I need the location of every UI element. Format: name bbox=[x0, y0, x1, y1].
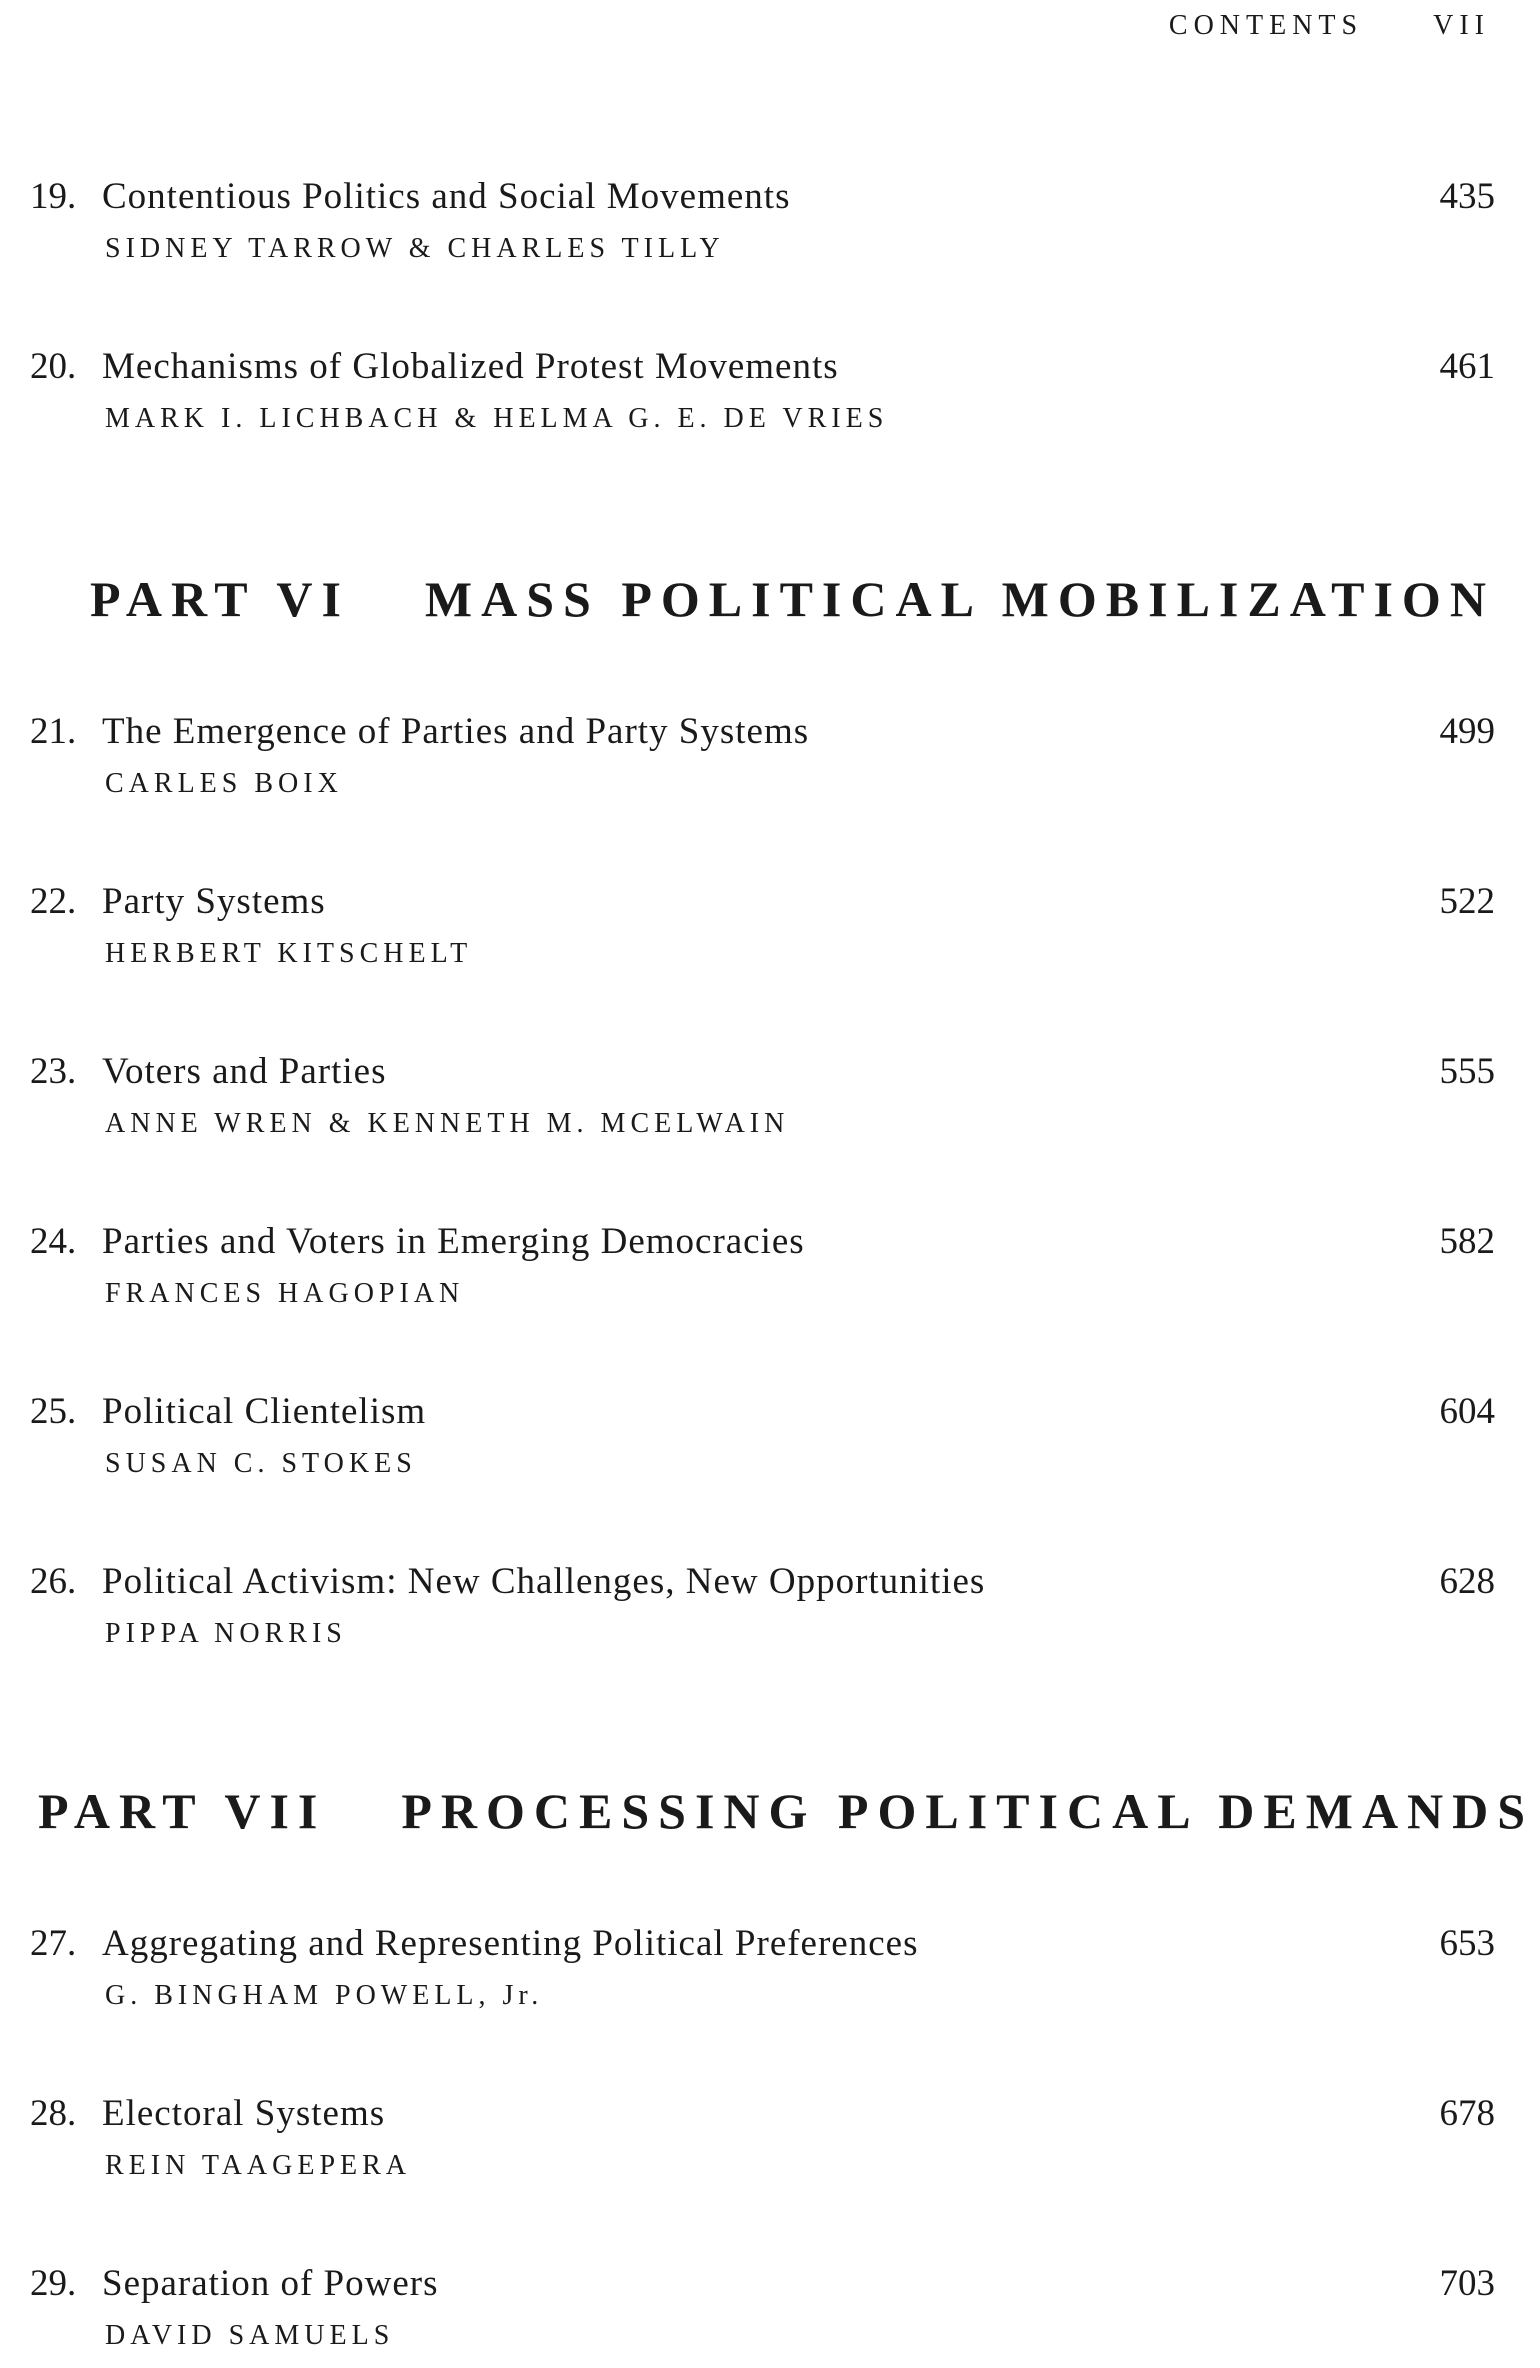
chapter-author: FRANCES HAGOPIAN bbox=[105, 1278, 465, 1309]
part-label: PART VI bbox=[90, 571, 350, 627]
running-head-page: VII bbox=[1433, 10, 1490, 41]
running-head bbox=[1169, 10, 1490, 42]
toc-entry[interactable] bbox=[30, 1050, 1495, 1139]
chapter-number: 19. bbox=[30, 176, 77, 217]
page-number: 678 bbox=[1439, 2093, 1495, 2134]
toc-entry[interactable] bbox=[30, 1390, 1495, 1479]
chapter-author: SUSAN C. STOKES bbox=[105, 1448, 417, 1479]
toc-entry[interactable] bbox=[30, 1560, 1495, 1649]
chapter-number: 29. bbox=[30, 2263, 77, 2304]
page-number: 461 bbox=[1439, 346, 1495, 387]
page-number: 604 bbox=[1439, 1391, 1495, 1432]
toc-entry[interactable] bbox=[30, 175, 1495, 264]
chapter-number: 26. bbox=[30, 1561, 77, 1602]
part-heading bbox=[90, 570, 1495, 628]
chapter-author: PIPPA NORRIS bbox=[105, 1618, 347, 1649]
part-title: MASS POLITICAL MOBILIZATION bbox=[424, 571, 1495, 627]
page-number: 499 bbox=[1439, 711, 1495, 752]
chapter-author: DAVID SAMUELS bbox=[105, 2320, 395, 2351]
chapter-author: HERBERT KITSCHELT bbox=[105, 938, 473, 969]
toc-entry[interactable] bbox=[30, 1220, 1495, 1309]
chapter-title[interactable]: The Emergence of Parties and Party Systems bbox=[102, 711, 810, 752]
page-number: 522 bbox=[1439, 881, 1495, 922]
chapter-number: 24. bbox=[30, 1221, 77, 1262]
page-number: 628 bbox=[1439, 1561, 1495, 1602]
chapter-title[interactable]: Aggregating and Representing Political Preferences bbox=[102, 1923, 919, 1964]
chapter-title[interactable]: Mechanisms of Globalized Protest Movements bbox=[102, 346, 839, 387]
chapter-number: 20. bbox=[30, 346, 77, 387]
chapter-author: CARLES BOIX bbox=[105, 768, 343, 799]
toc-entry[interactable] bbox=[30, 345, 1495, 434]
page-number: 435 bbox=[1439, 176, 1495, 217]
chapter-author: REIN TAAGEPERA bbox=[105, 2150, 412, 2181]
chapter-author: G. BINGHAM POWELL, Jr. bbox=[105, 1980, 544, 2011]
chapter-author: MARK I. LICHBACH & HELMA G. E. DE VRIES bbox=[105, 403, 889, 434]
part-label: PART VII bbox=[38, 1783, 327, 1839]
chapter-title[interactable]: Separation of Powers bbox=[102, 2263, 439, 2304]
toc-entry[interactable] bbox=[30, 1922, 1495, 2011]
chapter-number: 25. bbox=[30, 1391, 77, 1432]
page-number: 582 bbox=[1439, 1221, 1495, 1262]
chapter-title[interactable]: Voters and Parties bbox=[102, 1051, 387, 1092]
part-title: PROCESSING POLITICAL DEMANDS bbox=[401, 1783, 1535, 1839]
toc-entry[interactable] bbox=[30, 2262, 1495, 2351]
page-number: 703 bbox=[1439, 2263, 1495, 2304]
chapter-title[interactable]: Political Clientelism bbox=[102, 1391, 427, 1432]
chapter-number: 21. bbox=[30, 711, 77, 752]
chapter-title[interactable]: Party Systems bbox=[102, 881, 326, 922]
chapter-title[interactable]: Contentious Politics and Social Movements bbox=[102, 176, 791, 217]
part-heading bbox=[38, 1782, 1534, 1840]
running-head-title: CONTENTS bbox=[1168, 10, 1364, 41]
chapter-number: 22. bbox=[30, 881, 77, 922]
chapter-number: 28. bbox=[30, 2093, 77, 2134]
chapter-title[interactable]: Political Activism: New Challenges, New Opportunities bbox=[102, 1561, 986, 1602]
page-number: 555 bbox=[1439, 1051, 1495, 1092]
toc-entry[interactable] bbox=[30, 710, 1495, 799]
chapter-number: 23. bbox=[30, 1051, 77, 1092]
toc-entry[interactable] bbox=[30, 880, 1495, 969]
chapter-author: ANNE WREN & KENNETH M. MCELWAIN bbox=[105, 1108, 790, 1139]
chapter-title[interactable]: Parties and Voters in Emerging Democracies bbox=[102, 1221, 805, 1262]
chapter-author: SIDNEY TARROW & CHARLES TILLY bbox=[105, 233, 725, 264]
page-number: 653 bbox=[1439, 1923, 1495, 1964]
chapter-title[interactable]: Electoral Systems bbox=[102, 2093, 386, 2134]
chapter-number: 27. bbox=[30, 1923, 77, 1964]
toc-entry[interactable] bbox=[30, 2092, 1495, 2181]
